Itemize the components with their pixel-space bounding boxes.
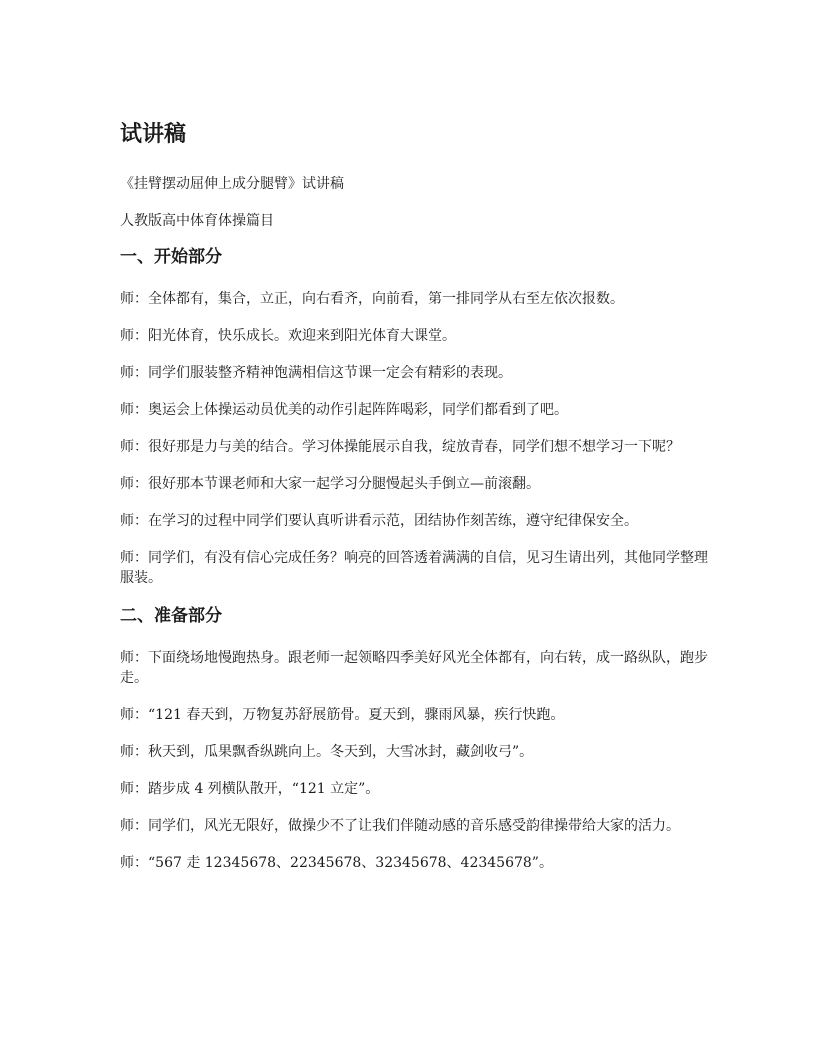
paragraph: 师：秋天到，瓜果飘香纵跳向上。冬天到，大雪冰封，藏剑收弓”。 <box>120 744 534 760</box>
paragraph: 师：很好那是力与美的结合。学习体操能展示自我，绽放青春，同学们想不想学习一下呢？ <box>120 439 680 455</box>
textbook-info: 人教版高中体育体操篇目 <box>120 213 274 229</box>
document-title: 试讲稿 <box>120 122 187 147</box>
paragraph: 师：全体都有，集合，立正，向右看齐，向前看，第一排同学从右至左依次报数。 <box>120 291 624 307</box>
paragraph: 师：阳光体育，快乐成长。欢迎来到阳光体育大课堂。 <box>120 328 456 344</box>
paragraph: 师：下面绕场地慢跑热身。跟老师一起领略四季美好风光全体都有，向右转，成一路纵队，跑步走。 <box>120 650 708 686</box>
paragraph: 师：“121 春天到，万物复苏舒展筋骨。夏天到，骤雨风暴，疾行快跑。 <box>120 707 565 723</box>
paragraph: 师：同学们服装整齐精神饱满相信这节课一定会有精彩的表现。 <box>120 365 512 381</box>
paragraph: 师：“567 走 12345678、22345678、32345678、42345678”。 <box>120 855 553 871</box>
section-heading-start: 一、开始部分 <box>120 247 222 267</box>
lesson-subtitle: 《挂臂摆动屈伸上成分腿臂》试讲稿 <box>120 176 344 192</box>
paragraph: 师：奥运会上体操运动员优美的动作引起阵阵喝彩，同学们都看到了吧。 <box>120 402 568 418</box>
paragraph: 师：很好那本节课老师和大家一起学习分腿慢起头手倒立—前滚翻。 <box>120 476 540 492</box>
paragraph: 师：在学习的过程中同学们要认真听讲看示范，团结协作刻苦练，遵守纪律保安全。 <box>120 513 638 529</box>
paragraph: 师：同学们，风光无限好，做操少不了让我们伴随动感的音乐感受韵律操带给大家的活力。 <box>120 818 680 834</box>
section-heading-prep: 二、准备部分 <box>120 606 222 626</box>
paragraph: 师：同学们，有没有信心完成任务？响亮的回答透着满满的自信，见习生请出列，其他同学整理服装。 <box>120 550 708 586</box>
paragraph: 师：踏步成 4 列横队散开，“121 立定”。 <box>120 781 380 797</box>
document-page <box>120 118 710 890</box>
